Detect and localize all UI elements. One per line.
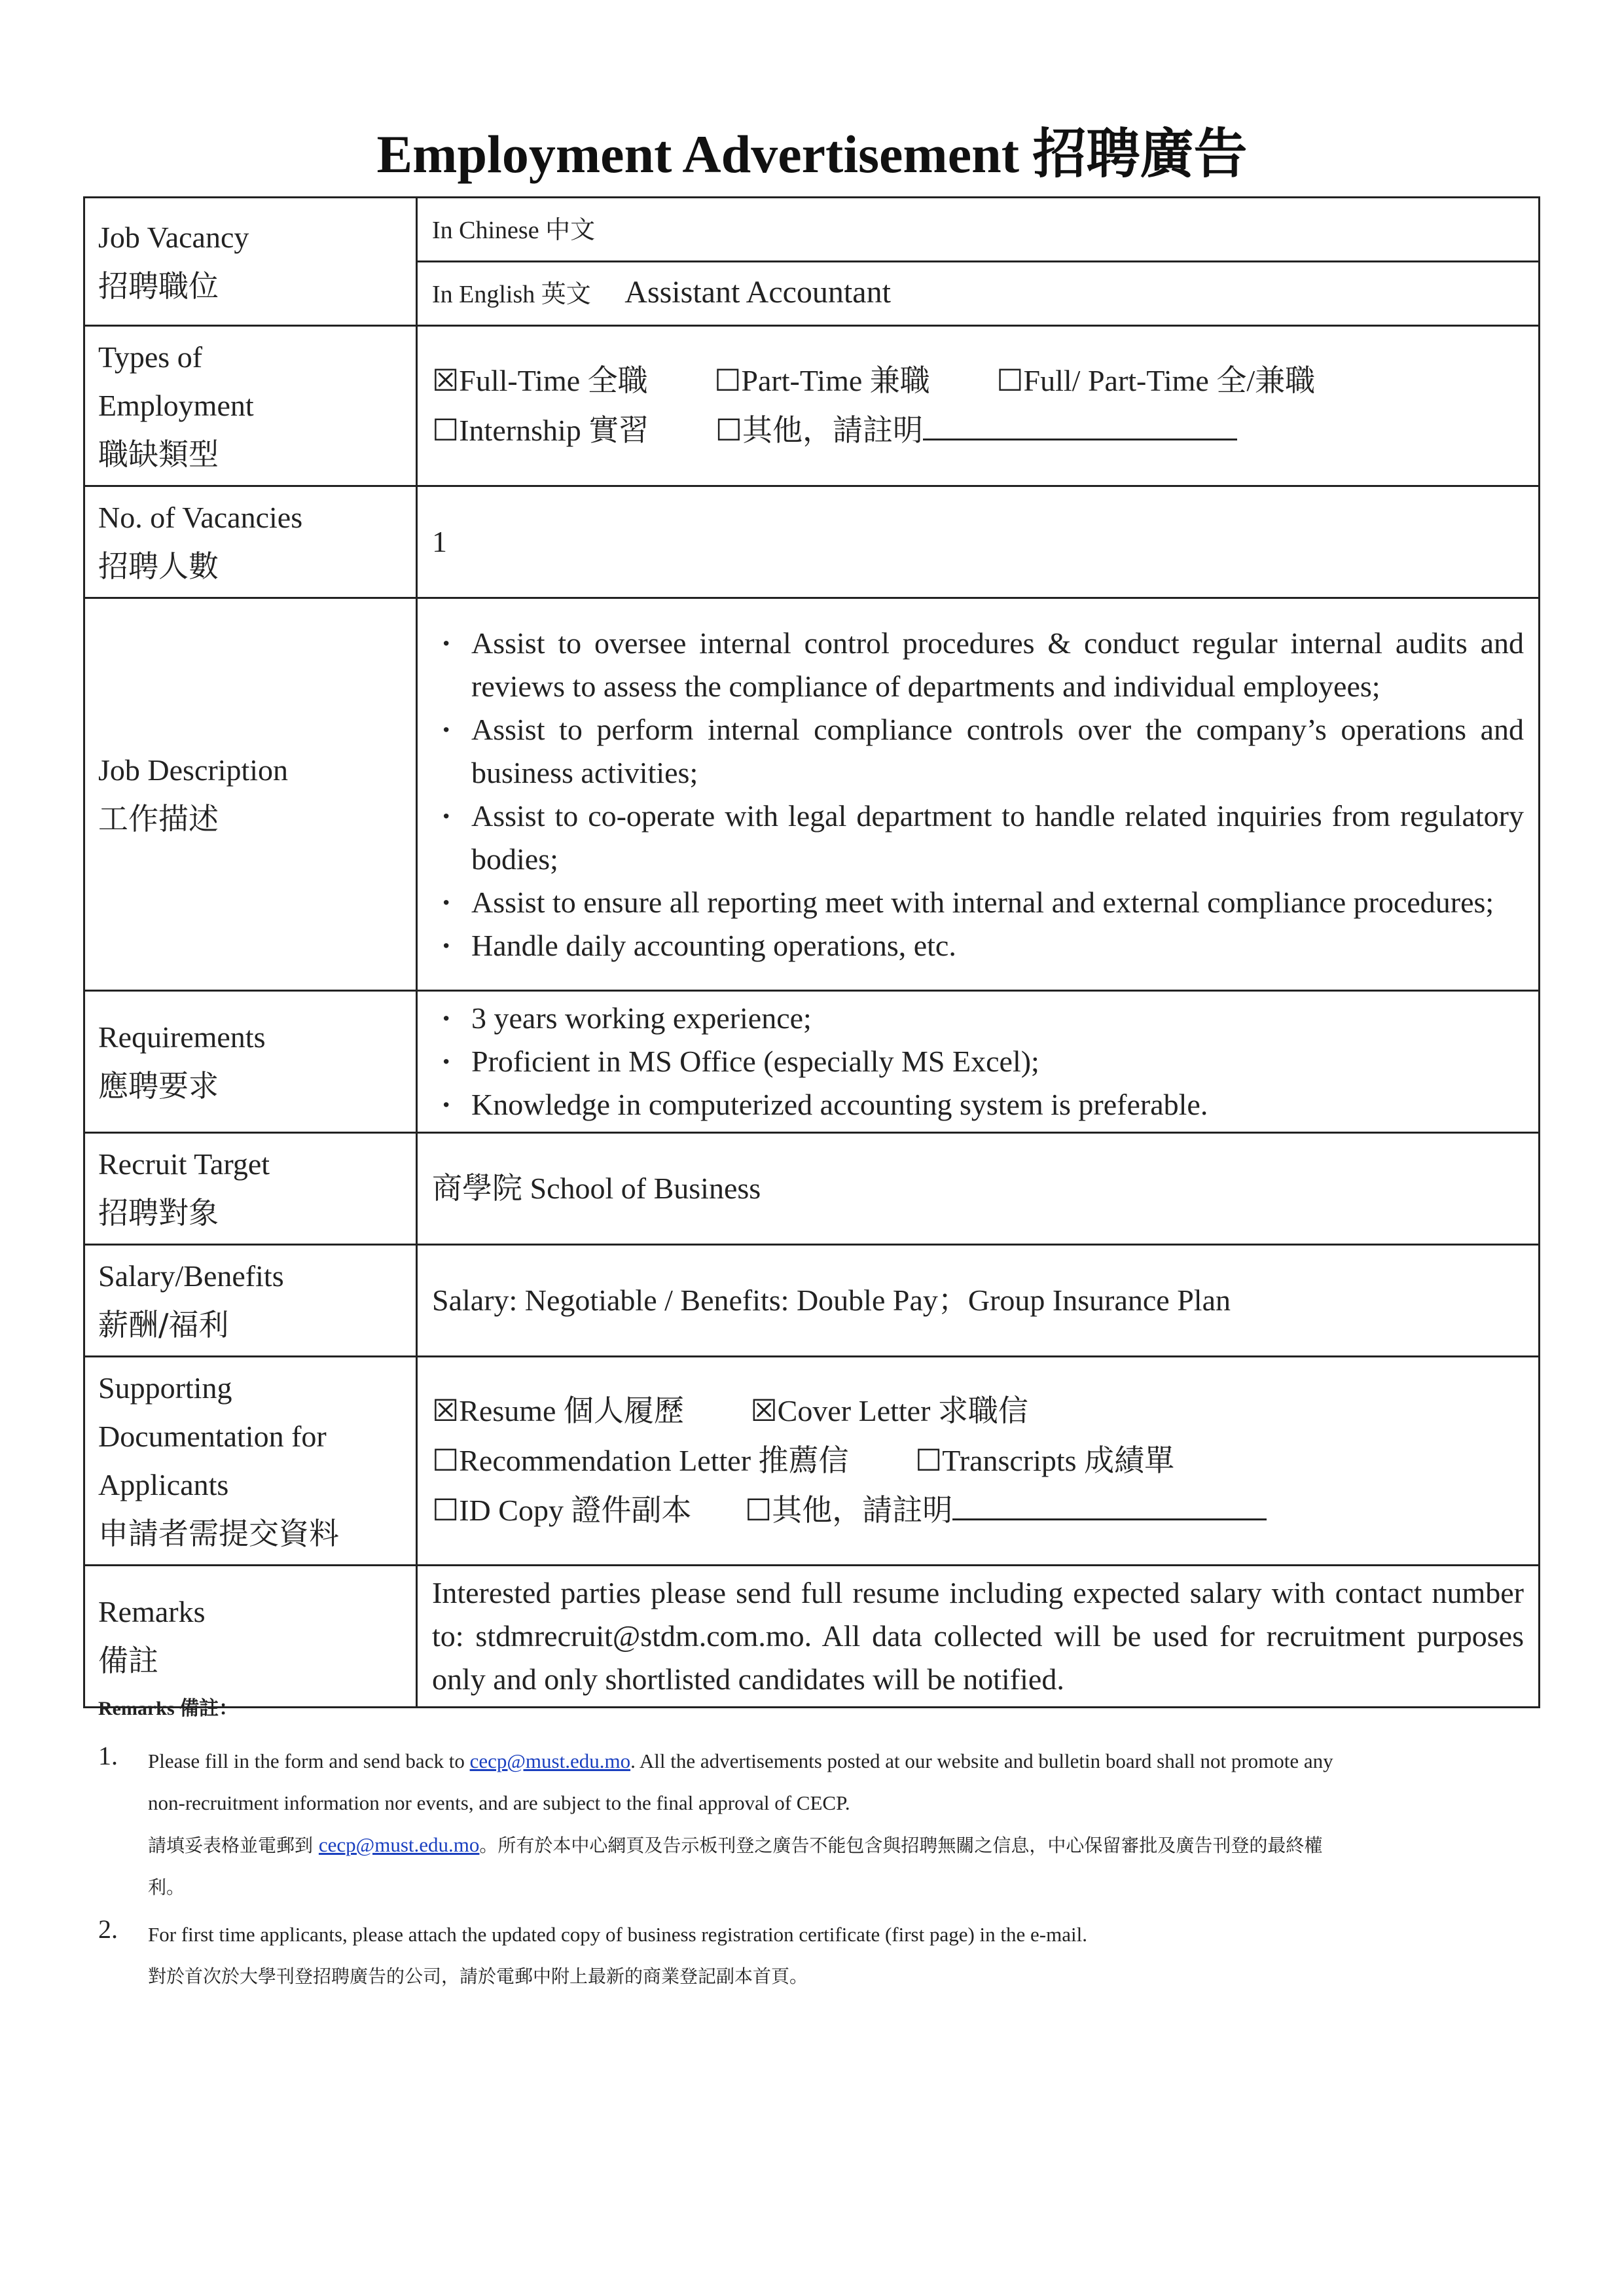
job-description-label-zh: 工作描述	[98, 800, 219, 836]
job-description-item: · Assist to oversee internal control procedures & conduct regular internal audits and reviews to assess the compliance of departments and individual employees;	[432, 622, 1524, 708]
job-vacancy-chinese-cell[interactable]	[417, 198, 1540, 262]
resume-checkbox[interactable]: ☒Resume 個人履歷	[432, 1394, 684, 1427]
job-description-cell[interactable]	[417, 598, 1540, 991]
supporting-docs-label-en-1: Supporting	[98, 1371, 232, 1405]
job-description-item: · Handle daily accounting operations, etc.	[432, 924, 1524, 967]
footer-remark-number: 2.	[98, 1914, 118, 1944]
remark-1-zh-c: 利。	[148, 1876, 185, 1898]
job-vacancy-label-en: Job Vacancy	[98, 220, 249, 254]
supporting-docs-label	[84, 1357, 417, 1566]
salary-label	[84, 1245, 417, 1357]
remark-1-zh-b: 。所有於本中心網頁及告示板刊登之廣告不能包含與招聘無關之信息，中心保留審批及廣告刊登的最終權	[479, 1835, 1323, 1856]
cecp-email-link[interactable]: cecp@must.edu.mo	[469, 1749, 631, 1772]
english-title-label: In English 英文	[432, 281, 591, 308]
transcripts-checkbox[interactable]: ☐Transcripts 成績單	[915, 1444, 1175, 1477]
job-vacancy-label-zh: 招聘職位	[98, 268, 219, 304]
advertisement-form-table	[83, 196, 1540, 1708]
employment-type-label	[84, 326, 417, 486]
remark-2-text: For first time applicants, please attach the updated copy of business registration certificate (first page) in the e-mail.	[148, 1923, 1087, 1946]
job-description-label-en: Job Description	[98, 753, 289, 787]
vacancies-label-zh: 招聘人數	[98, 548, 219, 584]
full-time-checkbox[interactable]: ☒Full-Time 全職	[432, 364, 648, 397]
supporting-docs-label-zh: 申請者需提交資料	[98, 1516, 339, 1551]
employment-type-options	[417, 326, 1540, 486]
vacancies-label	[84, 486, 417, 598]
recruit-target-label-zh: 招聘對象	[98, 1195, 219, 1230]
remark-1-text-b: . All the advertisements posted at our website and bulletin board shall not promote any	[630, 1749, 1333, 1772]
salary-value[interactable]: Salary: Negotiable / Benefits: Double Pay；Group Insurance Plan	[417, 1245, 1540, 1357]
requirement-item: · Knowledge in computerized accounting system is preferable.	[432, 1083, 1524, 1126]
internship-checkbox[interactable]: ☐Internship 實習	[432, 414, 649, 447]
job-description-label	[84, 598, 417, 991]
remark-1-text-c: non-recruitment information nor events, and are subject to the final approval of CECP.	[148, 1791, 850, 1814]
remarks-label-en: Remarks	[98, 1595, 206, 1628]
other-docs-checkbox[interactable]: ☐其他，請註明	[744, 1494, 953, 1527]
job-description-item: · Assist to perform internal compliance controls over the company’s operations and business activities;	[432, 708, 1524, 795]
id-copy-checkbox[interactable]: ☐ID Copy 證件副本	[432, 1494, 692, 1527]
remarks-label-zh: 備註	[98, 1643, 158, 1678]
salary-label-en: Salary/Benefits	[98, 1259, 284, 1293]
supporting-docs-options	[417, 1357, 1540, 1566]
recruit-target-label	[84, 1133, 417, 1245]
requirements-label	[84, 991, 417, 1133]
remark-2-zh: 對於首次於大學刊登招聘廣告的公司，請於電郵中附上最新的商業登記副本首頁。	[148, 1965, 808, 1987]
employment-type-label-en-2: Employment	[98, 389, 254, 422]
part-time-checkbox[interactable]: ☐Part-Time 兼職	[714, 364, 930, 397]
remarks-label	[84, 1566, 417, 1708]
recommendation-letter-checkbox[interactable]: ☐Recommendation Letter 推薦信	[432, 1444, 849, 1477]
cover-letter-checkbox[interactable]: ☒Cover Letter 求職信	[750, 1394, 1028, 1427]
employment-type-label-zh: 職缺類型	[98, 437, 219, 472]
job-vacancy-label	[84, 198, 417, 326]
footer-remark-item-1	[98, 1740, 1545, 1909]
cecp-email-link-zh[interactable]: cecp@must.edu.mo	[318, 1833, 480, 1856]
supporting-docs-label-en-3: Applicants	[98, 1468, 229, 1501]
vacancies-value[interactable]: 1	[417, 486, 1540, 598]
recruit-target-label-en: Recruit Target	[98, 1147, 270, 1181]
vacancies-label-en: No. of Vacancies	[98, 501, 303, 534]
footer-remarks-heading: Remarks 備註：	[98, 1698, 239, 1719]
other-employment-blank[interactable]	[923, 415, 1237, 440]
employment-type-label-en-1: Types of	[98, 340, 203, 374]
footer-remark-item-2	[98, 1914, 1545, 1998]
requirements-label-en: Requirements	[98, 1020, 266, 1054]
requirement-item: · Proficient in MS Office (especially MS Excel);	[432, 1040, 1524, 1083]
job-description-item: · Assist to ensure all reporting meet with internal and external compliance procedures;	[432, 881, 1524, 924]
remark-1-text-a: Please fill in the form and send back to	[148, 1749, 470, 1772]
job-vacancy-english-cell[interactable]	[417, 262, 1540, 326]
remarks-value[interactable]: Interested parties please send full resume including expected salary with contact number to: stdmrecruit@stdm.com.mo. All data collected will be used for recruitment purposes only and only shortlisted candidates will be notified.	[417, 1566, 1540, 1708]
other-employment-checkbox[interactable]: ☐其他，請註明	[715, 414, 924, 447]
footer-remark-number: 1.	[98, 1741, 118, 1770]
page-title: Employment Advertisement 招聘廣告	[376, 124, 1248, 184]
requirement-item: · 3 years working experience;	[432, 997, 1524, 1040]
requirements-label-zh: 應聘要求	[98, 1068, 219, 1103]
salary-label-zh: 薪酬/福利	[98, 1307, 229, 1342]
chinese-title-label: In Chinese 中文	[432, 217, 596, 244]
requirements-cell[interactable]	[417, 991, 1540, 1133]
english-title-value: Assistant Accountant	[624, 275, 891, 310]
recruit-target-value[interactable]: 商學院 School of Business	[417, 1133, 1540, 1245]
supporting-docs-label-en-2: Documentation for	[98, 1420, 327, 1453]
full-part-time-checkbox[interactable]: ☐Full/ Part-Time 全/兼職	[996, 364, 1316, 397]
job-description-item: · Assist to co-operate with legal department to handle related inquiries from regulatory bodies;	[432, 795, 1524, 881]
footer-remarks	[98, 1692, 1545, 2003]
remark-1-zh-a: 請填妥表格並電郵到	[148, 1835, 319, 1856]
other-docs-blank[interactable]	[952, 1495, 1267, 1520]
